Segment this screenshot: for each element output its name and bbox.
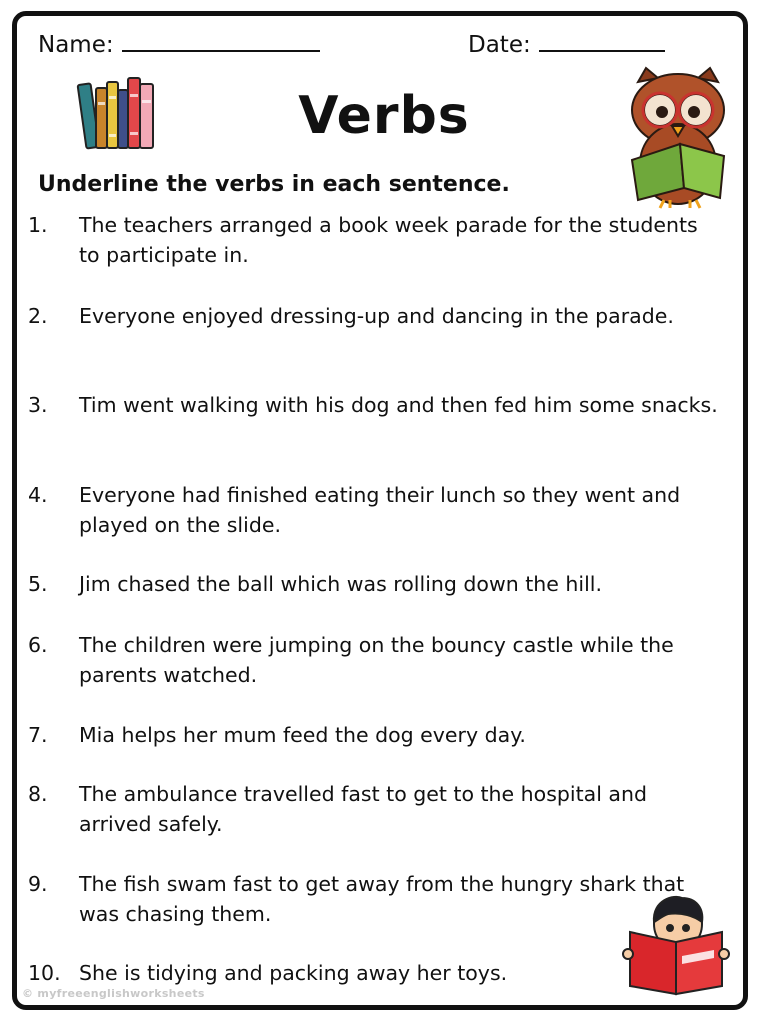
date-field bbox=[468, 30, 665, 60]
question-9 bbox=[28, 869, 718, 929]
question-text: Everyone enjoyed dressing-up and dancing in the parade. bbox=[79, 304, 674, 328]
instructions: Underline the verbs in each sentence. bbox=[38, 172, 510, 197]
boy-reading-clipart-icon bbox=[622, 894, 730, 996]
question-text: Tim went walking with his dog and then fed him some snacks. bbox=[79, 393, 718, 417]
page-title: Verbs bbox=[298, 86, 470, 146]
name-blank-line[interactable] bbox=[122, 49, 320, 52]
question-number: 10. bbox=[28, 961, 61, 985]
date-label: Date: bbox=[468, 32, 531, 58]
question-text: Mia helps her mum feed the dog every day. bbox=[79, 723, 526, 747]
question-text: Jim chased the ball which was rolling down the hill. bbox=[79, 572, 602, 596]
question-6 bbox=[28, 630, 718, 690]
question-text: The children were jumping on the bouncy castle while the parents watched. bbox=[79, 633, 674, 687]
question-text: The ambulance travelled fast to get to the hospital and arrived safely. bbox=[79, 782, 647, 836]
question-number: 1. bbox=[28, 213, 48, 237]
owl-reading-clipart-icon bbox=[624, 64, 732, 210]
question-number: 6. bbox=[28, 633, 48, 657]
question-1 bbox=[28, 210, 718, 270]
question-10 bbox=[28, 958, 718, 988]
question-5 bbox=[28, 569, 718, 599]
question-text: She is tidying and packing away her toys. bbox=[79, 961, 508, 985]
name-label: Name: bbox=[38, 32, 114, 58]
question-number: 9. bbox=[28, 872, 48, 896]
question-number: 8. bbox=[28, 782, 48, 806]
question-4 bbox=[28, 480, 718, 540]
question-3 bbox=[28, 390, 718, 420]
question-8 bbox=[28, 779, 718, 839]
name-field bbox=[38, 30, 320, 60]
question-2 bbox=[28, 301, 718, 331]
question-number: 7. bbox=[28, 723, 48, 747]
watermark: © myfreeenglishworksheets bbox=[22, 987, 205, 1000]
question-text: The teachers arranged a book week parade for the students to participate in. bbox=[79, 213, 698, 267]
question-text: The fish swam fast to get away from the hungry shark that was chasing them. bbox=[79, 872, 685, 926]
question-7 bbox=[28, 720, 718, 750]
date-blank-line[interactable] bbox=[539, 49, 665, 52]
question-number: 4. bbox=[28, 483, 48, 507]
question-number: 2. bbox=[28, 304, 48, 328]
question-number: 3. bbox=[28, 393, 48, 417]
question-number: 5. bbox=[28, 572, 48, 596]
question-text: Everyone had finished eating their lunch so they went and played on the slide. bbox=[79, 483, 681, 537]
